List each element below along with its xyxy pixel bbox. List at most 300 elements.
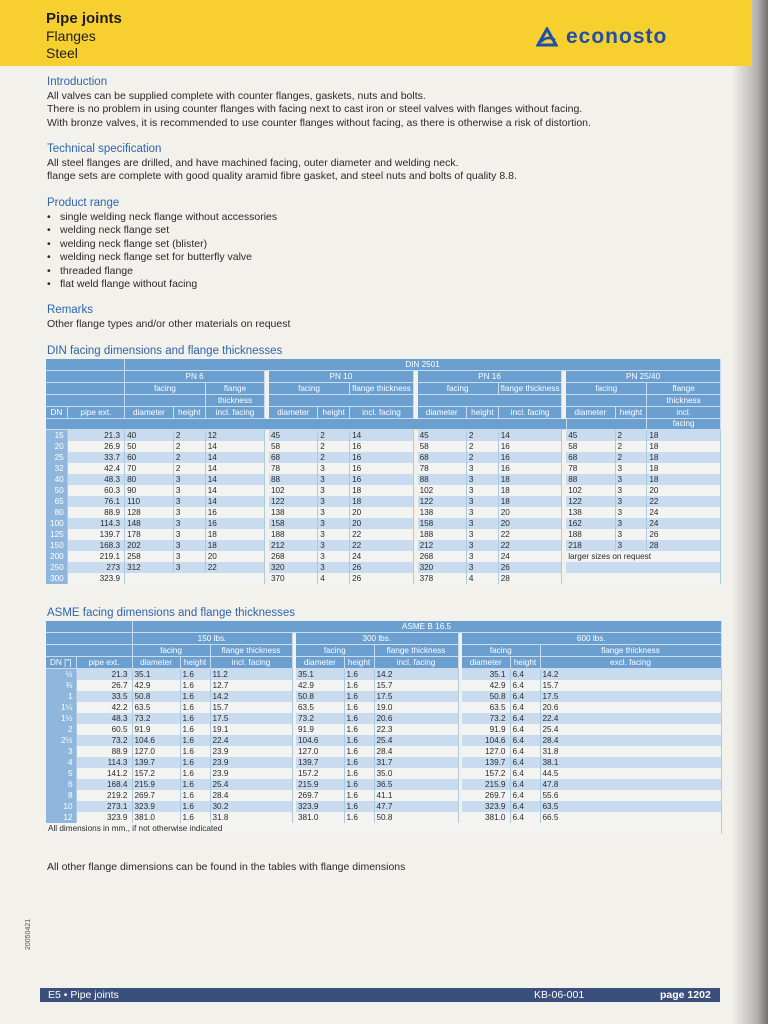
dn-cell: 40 bbox=[46, 474, 67, 485]
table-note-row bbox=[46, 823, 721, 834]
thickness-cell: 28.4 bbox=[374, 746, 458, 757]
page-header bbox=[0, 0, 752, 66]
asme-excl-header: excl. facing bbox=[540, 657, 721, 669]
asme-thickness-header: flange thickness bbox=[540, 645, 721, 657]
thickness-cell: 28 bbox=[647, 540, 721, 551]
econosto-logo-icon bbox=[536, 27, 558, 47]
dn-cell: 65 bbox=[46, 496, 67, 507]
height-cell: 1.6 bbox=[180, 790, 210, 801]
footer-section: E5 • Pipe joints bbox=[48, 989, 119, 1001]
thickness-cell: 22 bbox=[350, 540, 414, 551]
height-cell: 1.6 bbox=[344, 757, 374, 768]
diameter-cell: 42.9 bbox=[462, 680, 510, 691]
asme-height-header: height bbox=[180, 657, 210, 669]
asme-incl-header: incl. facing bbox=[210, 657, 292, 669]
diameter-cell: 58 bbox=[269, 441, 318, 452]
din-height-header: height bbox=[173, 407, 205, 419]
din-thickness-sub: thickness bbox=[647, 395, 721, 407]
thickness-cell: 16 bbox=[205, 507, 264, 518]
thickness-cell: 12 bbox=[205, 430, 264, 442]
table-row bbox=[46, 702, 721, 713]
pipe-ext-cell: 76.1 bbox=[67, 496, 124, 507]
thickness-cell: 19.0 bbox=[374, 702, 458, 713]
pipe-ext-cell: 273 bbox=[67, 562, 124, 573]
din-head-blank bbox=[566, 395, 647, 407]
dn-cell: ½ bbox=[46, 669, 76, 681]
height-cell: 3 bbox=[615, 540, 647, 551]
table-row bbox=[46, 496, 721, 507]
dn-cell: 1½ bbox=[46, 713, 76, 724]
height-cell: 3 bbox=[173, 562, 205, 573]
height-cell: 6.4 bbox=[510, 768, 540, 779]
diameter-cell: 188 bbox=[269, 529, 318, 540]
thickness-cell: 16 bbox=[498, 463, 562, 474]
pipe-ext-cell: 26.7 bbox=[76, 680, 132, 691]
dn-cell: ¾ bbox=[46, 680, 76, 691]
din-group-header: PN 10 bbox=[269, 371, 413, 383]
din-diameter-header: diameter bbox=[125, 407, 174, 419]
diameter-cell: 158 bbox=[269, 518, 318, 529]
asme-facing-header: facing bbox=[296, 645, 374, 657]
diameter-cell: 122 bbox=[269, 496, 318, 507]
asme-diameter-header: diameter bbox=[462, 657, 510, 669]
table-row bbox=[46, 430, 721, 442]
thickness-cell: 20 bbox=[205, 551, 264, 562]
thickness-cell: 16 bbox=[498, 452, 562, 463]
thickness-cell: 14 bbox=[205, 441, 264, 452]
thickness-cell: 47.7 bbox=[374, 801, 458, 812]
height-cell: 6.4 bbox=[510, 669, 540, 681]
thickness-cell: 12.7 bbox=[210, 680, 292, 691]
pipe-ext-cell: 33.5 bbox=[76, 691, 132, 702]
dn-cell: 100 bbox=[46, 518, 67, 529]
dn-cell: 3 bbox=[46, 746, 76, 757]
asme-head-corner bbox=[46, 621, 132, 633]
din-incl-header: incl. facing bbox=[350, 407, 414, 419]
empty-cell bbox=[566, 573, 720, 584]
thickness-cell: 20 bbox=[350, 507, 414, 518]
thickness-cell: 22.4 bbox=[210, 735, 292, 746]
dn-cell: 2 bbox=[46, 724, 76, 735]
table-row bbox=[46, 757, 721, 768]
intro-heading: Introduction bbox=[47, 76, 108, 88]
diameter-cell: 370 bbox=[269, 573, 318, 584]
din-head-corner bbox=[46, 359, 125, 371]
thickness-cell: 14.2 bbox=[540, 669, 721, 681]
thickness-cell: 23.9 bbox=[210, 768, 292, 779]
height-cell: 1.6 bbox=[344, 801, 374, 812]
diameter-cell: 157.2 bbox=[296, 768, 344, 779]
table-row bbox=[46, 812, 721, 823]
diameter-cell: 215.9 bbox=[462, 779, 510, 790]
range-section bbox=[47, 197, 737, 292]
height-cell: 3 bbox=[615, 518, 647, 529]
height-cell: 2 bbox=[466, 430, 498, 442]
height-cell: 3 bbox=[173, 507, 205, 518]
table-row bbox=[46, 735, 721, 746]
diameter-cell: 73.2 bbox=[296, 713, 344, 724]
diameter-cell: 138 bbox=[269, 507, 318, 518]
diameter-cell: 215.9 bbox=[132, 779, 180, 790]
tech-heading: Technical specification bbox=[47, 143, 162, 155]
diameter-cell: 60 bbox=[125, 452, 174, 463]
asme-incl-header: incl. facing bbox=[374, 657, 458, 669]
height-cell: 3 bbox=[318, 507, 350, 518]
height-cell: 1.6 bbox=[344, 691, 374, 702]
asme-norm-header: ASME B 16.5 bbox=[132, 621, 721, 633]
range-list bbox=[47, 211, 737, 292]
thickness-cell: 20.6 bbox=[374, 713, 458, 724]
height-cell: 3 bbox=[466, 529, 498, 540]
thickness-cell: 18 bbox=[498, 474, 562, 485]
din-thickness-header: flange bbox=[647, 383, 721, 395]
height-cell: 3 bbox=[318, 496, 350, 507]
intro-line: There is no problem in using counter flanges with facing next to cast iron or steel valves with flanges without facing. bbox=[47, 103, 583, 115]
height-cell: 1.6 bbox=[180, 680, 210, 691]
diameter-cell: 63.5 bbox=[296, 702, 344, 713]
height-cell: 1.6 bbox=[344, 702, 374, 713]
thickness-cell: 16 bbox=[350, 463, 414, 474]
list-item: • welding neck flange set (blister) bbox=[47, 238, 737, 252]
thickness-cell: 24 bbox=[647, 518, 721, 529]
height-cell: 6.4 bbox=[510, 757, 540, 768]
diameter-cell: 91.9 bbox=[296, 724, 344, 735]
thickness-cell: 41.1 bbox=[374, 790, 458, 801]
pipe-ext-cell: 21.3 bbox=[76, 669, 132, 681]
pipe-ext-cell: 60.5 bbox=[76, 724, 132, 735]
diameter-cell: 102 bbox=[418, 485, 467, 496]
height-cell: 2 bbox=[318, 452, 350, 463]
diameter-cell: 40 bbox=[125, 430, 174, 442]
thickness-cell: 14.2 bbox=[210, 691, 292, 702]
height-cell: 3 bbox=[173, 496, 205, 507]
din-thickness-header: flange thickness bbox=[350, 383, 414, 395]
page-edge-shadow bbox=[732, 0, 768, 1024]
din-height-header: height bbox=[466, 407, 498, 419]
dn-cell: 8 bbox=[46, 790, 76, 801]
thickness-cell: 16 bbox=[498, 441, 562, 452]
diameter-cell: 158 bbox=[418, 518, 467, 529]
thickness-cell: 31.8 bbox=[540, 746, 721, 757]
din-facing-header: facing bbox=[125, 383, 206, 395]
diameter-cell: 378 bbox=[418, 573, 467, 584]
diameter-cell: 268 bbox=[269, 551, 318, 562]
page-subtitle-steel: Steel bbox=[46, 45, 78, 61]
din-group-header: PN 25/40 bbox=[566, 371, 720, 383]
thickness-cell: 26 bbox=[350, 562, 414, 573]
list-item: • single welding neck flange without accessories bbox=[47, 211, 737, 225]
thickness-cell: 47.8 bbox=[540, 779, 721, 790]
height-cell: 6.4 bbox=[510, 779, 540, 790]
height-cell: 3 bbox=[615, 496, 647, 507]
asme-head-corner bbox=[46, 645, 132, 657]
dn-cell: 10 bbox=[46, 801, 76, 812]
side-code: 20050421 bbox=[25, 918, 32, 950]
diameter-cell: 104.6 bbox=[296, 735, 344, 746]
pipe-ext-cell: 139.7 bbox=[67, 529, 124, 540]
table-row bbox=[46, 529, 721, 540]
diameter-cell: 68 bbox=[418, 452, 467, 463]
height-cell: 3 bbox=[615, 463, 647, 474]
table-row bbox=[46, 485, 721, 496]
table-row bbox=[46, 801, 721, 812]
diameter-cell: 45 bbox=[566, 430, 615, 442]
thickness-cell: 18 bbox=[647, 463, 721, 474]
thickness-cell: 14 bbox=[205, 496, 264, 507]
diameter-cell: 102 bbox=[269, 485, 318, 496]
thickness-cell: 11.2 bbox=[210, 669, 292, 681]
asme-facing-header: facing bbox=[132, 645, 210, 657]
table-row bbox=[46, 551, 721, 562]
diameter-cell: 312 bbox=[125, 562, 174, 573]
thickness-cell: 23.9 bbox=[210, 757, 292, 768]
thickness-cell: 18 bbox=[647, 474, 721, 485]
height-cell: 2 bbox=[615, 430, 647, 442]
diameter-cell: 162 bbox=[566, 518, 615, 529]
thickness-cell: 24 bbox=[350, 551, 414, 562]
table-row bbox=[46, 441, 721, 452]
footer-code: KB-06-001 bbox=[534, 989, 585, 1001]
din-head-corner bbox=[46, 383, 125, 395]
thickness-cell: 14 bbox=[498, 430, 562, 442]
height-cell: 3 bbox=[615, 529, 647, 540]
pipe-ext-cell: 33.7 bbox=[67, 452, 124, 463]
height-cell: 2 bbox=[318, 441, 350, 452]
height-cell: 3 bbox=[318, 529, 350, 540]
diameter-cell: 212 bbox=[269, 540, 318, 551]
height-cell: 2 bbox=[318, 430, 350, 442]
din-facing-sub: facing bbox=[647, 419, 721, 430]
asme-pipe-header: pipe ext. bbox=[76, 657, 132, 669]
height-cell: 1.6 bbox=[180, 779, 210, 790]
height-cell: 2 bbox=[173, 441, 205, 452]
thickness-cell: 20 bbox=[498, 518, 562, 529]
asme-group-header: 150 lbs. bbox=[132, 633, 292, 645]
din-diameter-header: diameter bbox=[566, 407, 615, 419]
height-cell: 3 bbox=[318, 551, 350, 562]
diameter-cell: 122 bbox=[566, 496, 615, 507]
din-thickness-sub: thickness bbox=[205, 395, 264, 407]
diameter-cell: 45 bbox=[418, 430, 467, 442]
diameter-cell: 157.2 bbox=[132, 768, 180, 779]
diameter-cell: 323.9 bbox=[296, 801, 344, 812]
thickness-cell: 18 bbox=[350, 496, 414, 507]
diameter-cell: 42.9 bbox=[132, 680, 180, 691]
height-cell: 3 bbox=[173, 540, 205, 551]
dn-cell: 32 bbox=[46, 463, 67, 474]
height-cell: 6.4 bbox=[510, 801, 540, 812]
page-subtitle-flanges: Flanges bbox=[46, 28, 96, 44]
remarks-text: Other flange types and/or other materials on request bbox=[47, 317, 291, 330]
table-row bbox=[46, 463, 721, 474]
height-cell: 6.4 bbox=[510, 680, 540, 691]
diameter-cell: 104.6 bbox=[462, 735, 510, 746]
thickness-cell: 18 bbox=[498, 496, 562, 507]
height-cell: 1.6 bbox=[180, 691, 210, 702]
diameter-cell: 218 bbox=[566, 540, 615, 551]
height-cell: 6.4 bbox=[510, 812, 540, 823]
height-cell: 3 bbox=[173, 474, 205, 485]
pipe-ext-cell: 168.4 bbox=[76, 779, 132, 790]
intro-line: All valves can be supplied complete with counter flanges, gaskets, nuts and bolts. bbox=[47, 89, 426, 102]
larger-sizes-note: larger sizes on request bbox=[566, 551, 720, 562]
thickness-cell: 20.6 bbox=[540, 702, 721, 713]
asme-table bbox=[46, 621, 722, 834]
din-table-title: DIN facing dimensions and flange thicknesses bbox=[47, 345, 283, 357]
thickness-cell: 30.2 bbox=[210, 801, 292, 812]
pipe-ext-cell: 114.3 bbox=[76, 757, 132, 768]
height-cell: 2 bbox=[173, 430, 205, 442]
diameter-cell: 102 bbox=[566, 485, 615, 496]
diameter-cell: 50.8 bbox=[296, 691, 344, 702]
din-incl-header: incl. bbox=[647, 407, 721, 419]
height-cell: 3 bbox=[466, 474, 498, 485]
dn-cell: 125 bbox=[46, 529, 67, 540]
diameter-cell: 70 bbox=[125, 463, 174, 474]
height-cell: 3 bbox=[466, 507, 498, 518]
diameter-cell: 269.7 bbox=[132, 790, 180, 801]
height-cell: 3 bbox=[318, 518, 350, 529]
table-row bbox=[46, 768, 721, 779]
diameter-cell: 45 bbox=[269, 430, 318, 442]
asme-facing-header: facing bbox=[462, 645, 540, 657]
list-item: • welding neck flange set bbox=[47, 224, 737, 238]
height-cell: 3 bbox=[466, 540, 498, 551]
diameter-cell: 269.7 bbox=[296, 790, 344, 801]
diameter-cell: 188 bbox=[418, 529, 467, 540]
pipe-ext-cell: 323.9 bbox=[76, 812, 132, 823]
height-cell: 3 bbox=[466, 518, 498, 529]
table-row bbox=[46, 540, 721, 551]
height-cell: 1.6 bbox=[180, 735, 210, 746]
dn-cell: 6 bbox=[46, 779, 76, 790]
asme-thickness-header: flange thickness bbox=[210, 645, 292, 657]
asme-dn-header: DN ["] bbox=[46, 657, 76, 669]
pipe-ext-cell: 21.3 bbox=[67, 430, 124, 442]
dn-cell: 200 bbox=[46, 551, 67, 562]
diameter-cell: 127.0 bbox=[462, 746, 510, 757]
empty-cell bbox=[125, 573, 265, 584]
diameter-cell: 202 bbox=[125, 540, 174, 551]
height-cell: 6.4 bbox=[510, 746, 540, 757]
page-footer bbox=[40, 988, 720, 1002]
diameter-cell: 63.5 bbox=[132, 702, 180, 713]
height-cell: 3 bbox=[466, 485, 498, 496]
diameter-cell: 58 bbox=[418, 441, 467, 452]
height-cell: 3 bbox=[318, 463, 350, 474]
din-incl-header: incl. facing bbox=[205, 407, 264, 419]
thickness-cell: 18 bbox=[647, 430, 721, 442]
height-cell: 6.4 bbox=[510, 724, 540, 735]
height-cell: 3 bbox=[318, 485, 350, 496]
diameter-cell: 68 bbox=[269, 452, 318, 463]
thickness-cell: 26 bbox=[498, 562, 562, 573]
diameter-cell: 78 bbox=[418, 463, 467, 474]
dn-cell: 4 bbox=[46, 757, 76, 768]
din-head-blank bbox=[566, 419, 647, 430]
thickness-cell: 22 bbox=[350, 529, 414, 540]
diameter-cell: 381.0 bbox=[462, 812, 510, 823]
diameter-cell: 215.9 bbox=[296, 779, 344, 790]
diameter-cell: 139.7 bbox=[132, 757, 180, 768]
thickness-cell: 20 bbox=[647, 485, 721, 496]
din-thickness-header: flange bbox=[205, 383, 264, 395]
dn-cell: 15 bbox=[46, 430, 67, 442]
din-height-header: height bbox=[615, 407, 647, 419]
dimensions-note: All dimensions in mm., if not otherwise indicated bbox=[46, 823, 721, 834]
diameter-cell: 139.7 bbox=[462, 757, 510, 768]
diameter-cell: 138 bbox=[418, 507, 467, 518]
thickness-cell: 22 bbox=[498, 529, 562, 540]
din-facing-header: facing bbox=[566, 383, 647, 395]
diameter-cell: 268 bbox=[418, 551, 467, 562]
height-cell: 3 bbox=[466, 562, 498, 573]
table-row bbox=[46, 779, 721, 790]
pipe-ext-cell: 60.3 bbox=[67, 485, 124, 496]
thickness-cell: 14 bbox=[205, 463, 264, 474]
height-cell: 6.4 bbox=[510, 713, 540, 724]
thickness-cell: 14 bbox=[205, 452, 264, 463]
thickness-cell: 14.2 bbox=[374, 669, 458, 681]
thickness-cell: 20 bbox=[498, 507, 562, 518]
thickness-cell: 63.5 bbox=[540, 801, 721, 812]
asme-diameter-header: diameter bbox=[296, 657, 344, 669]
dn-cell: 80 bbox=[46, 507, 67, 518]
diameter-cell: 91.9 bbox=[462, 724, 510, 735]
pipe-ext-cell: 141.2 bbox=[76, 768, 132, 779]
footer-page: page 1202 bbox=[660, 989, 711, 1001]
height-cell: 1.6 bbox=[180, 713, 210, 724]
diameter-cell: 148 bbox=[125, 518, 174, 529]
asme-height-header: height bbox=[510, 657, 540, 669]
empty-cell bbox=[566, 562, 720, 573]
thickness-cell: 16 bbox=[350, 452, 414, 463]
diameter-cell: 258 bbox=[125, 551, 174, 562]
diameter-cell: 88 bbox=[269, 474, 318, 485]
height-cell: 3 bbox=[615, 474, 647, 485]
econosto-logo bbox=[536, 24, 667, 50]
dn-cell: 2½ bbox=[46, 735, 76, 746]
thickness-cell: 35.0 bbox=[374, 768, 458, 779]
din-head-corner bbox=[46, 371, 125, 383]
thickness-cell: 16 bbox=[350, 441, 414, 452]
thickness-cell: 17.5 bbox=[210, 713, 292, 724]
thickness-cell: 24 bbox=[647, 507, 721, 518]
remarks-section bbox=[47, 304, 737, 331]
diameter-cell: 73.2 bbox=[462, 713, 510, 724]
table-row bbox=[46, 452, 721, 463]
diameter-cell: 88 bbox=[566, 474, 615, 485]
diameter-cell: 42.9 bbox=[296, 680, 344, 691]
pipe-ext-cell: 88.9 bbox=[76, 746, 132, 757]
pipe-ext-cell: 26.9 bbox=[67, 441, 124, 452]
pipe-ext-cell: 88.9 bbox=[67, 507, 124, 518]
diameter-cell: 178 bbox=[125, 529, 174, 540]
thickness-cell: 22 bbox=[647, 496, 721, 507]
thickness-cell: 19.1 bbox=[210, 724, 292, 735]
diameter-cell: 73.2 bbox=[132, 713, 180, 724]
din-thickness-header: flange thickness bbox=[498, 383, 562, 395]
height-cell: 6.4 bbox=[510, 735, 540, 746]
height-cell: 3 bbox=[466, 496, 498, 507]
height-cell: 3 bbox=[318, 474, 350, 485]
diameter-cell: 122 bbox=[418, 496, 467, 507]
thickness-cell: 28.4 bbox=[540, 735, 721, 746]
dn-cell: 5 bbox=[46, 768, 76, 779]
intro-line: With bronze valves, it is recommended to use counter flanges without facing, as there is otherwise a risk of distortion. bbox=[47, 116, 591, 129]
diameter-cell: 323.9 bbox=[462, 801, 510, 812]
remarks-heading: Remarks bbox=[47, 304, 94, 316]
